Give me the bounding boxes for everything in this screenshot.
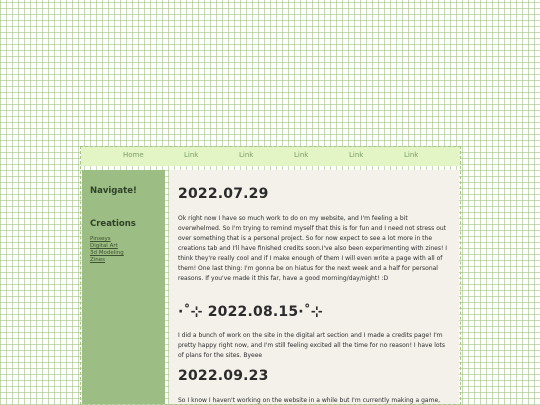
- site-container: [80, 146, 461, 405]
- sidebar-link-digital-art[interactable]: Digital Art: [90, 243, 118, 249]
- post-body: Ok right now I have so much work to do on my website, and I'm feeling a bit overwhelmed. So I'm trying to remind myself that this is for fun and I need not stress out over something that is a personal project. So for now expect to see a lot more in the creations tab and I'll have finished credits soon.I've also been experimenting with zines! I think they're really cool and if I make enough of them I will even write a page with all of them! One last thing: I'm gonna be on hiatus for the next week and a half for personal reasons. If you've made it this far, have a good morning/day/night! :D: [178, 215, 448, 282]
- nav-link-1[interactable]: Link: [184, 151, 199, 159]
- post-title: 2022.09.23: [178, 368, 269, 384]
- nav-link-4[interactable]: Link: [349, 151, 364, 159]
- nav-link-3[interactable]: Link: [294, 151, 309, 159]
- post-title: ·˚⊹ 2022.08.15·˚⊹: [178, 304, 323, 320]
- sidebar-heading-navigate: Navigate!: [90, 186, 137, 196]
- post-title: 2022.07.29: [178, 186, 269, 202]
- nav-home-link[interactable]: Home: [123, 151, 144, 159]
- post-body: So I know I haven't working on the website in a while but I'm currently making a game,: [178, 397, 441, 404]
- nav-link-2[interactable]: Link: [239, 151, 254, 159]
- top-nav-bar: [81, 147, 460, 166]
- sidebar-link-zines[interactable]: Zines: [90, 257, 106, 263]
- sidebar: [82, 170, 165, 405]
- sidebar-link-pinseys[interactable]: Pinseys: [90, 236, 111, 242]
- nav-link-5[interactable]: Link: [404, 151, 419, 159]
- main-content: [169, 170, 459, 405]
- sidebar-heading-creations: Creations: [90, 219, 136, 229]
- post-body: I did a bunch of work on the site in the digital art section and I made a credits page! I'm pretty happy right now, and I'm still feeling excited all the time for no reason! I have lots of plans for the sites. Byeee: [178, 332, 446, 359]
- sidebar-link-3d-modeling[interactable]: 3d Modeling: [90, 250, 124, 256]
